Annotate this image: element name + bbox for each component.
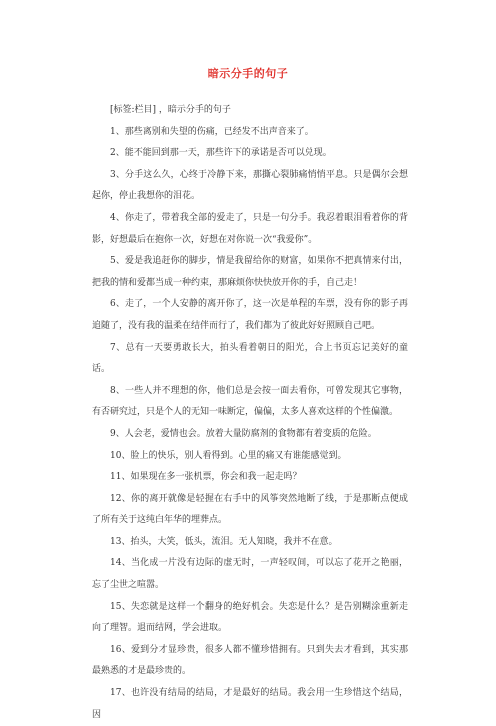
- paragraph-17: 17、也许没有结局的结局，才是最好的结局。我会用一生珍惜这个结局，因: [92, 688, 408, 720]
- paragraph-4: 4、你走了，带着我全部的爱走了，只是一句分手。我忍着眼泪看着你的背影，好想最后在抱你一次，好想在对你说一次“我爱你”。: [92, 212, 408, 245]
- paragraph-13: 13、抬头，大笑，低头，流泪。无人知晓，我并不在意。: [110, 536, 338, 547]
- paragraph-8: 8、一些人并不理想的你，他们总是会按一面去看你，可曾发现其它事物，有否研究过，只是个人的无知一味断定，偏偏，太多人喜欢这样的个性偏激。: [92, 385, 408, 418]
- paragraph-16: 16、爱到分才显珍贵，很多人都不懂珍惜拥有。只到失去才看到，其实那最熟悉的才是最珍贵的。: [92, 644, 408, 677]
- paragraph-7: 7、总有一天要勇敢长大，拍头看着朝日的阳光，合上书页忘记美好的童话。: [92, 342, 408, 375]
- paragraph-1: 1、那些离别和失望的伤痛，已经发不出声音来了。: [110, 126, 314, 137]
- document-title: 暗示分手的句子: [207, 67, 289, 80]
- paragraph-15: 15、失恋就是这样一个翻身的绝好机会。失恋是什么？是告别糊涂重新走向了理智。退而结网，学会进取。: [92, 601, 408, 634]
- document-body: [92, 100, 408, 726]
- paragraph-3: 3、分手这么久，心终于冷静下来，那撕心裂肺痛悄悄平息。只是偶尔会想起你，停止我想你的泪花。: [92, 169, 408, 202]
- paragraph-12: 12、你的离开就像是轻握在右手中的风筝突然地断了线，于是那断点便成了所有关于这纯白年华的埋葬点。: [92, 493, 408, 526]
- paragraph-11: 11、如果现在多一张机票，你会和我一起走吗？: [110, 472, 302, 483]
- paragraph-9: 9、人会老，爱情也会。放着大量防腐剂的食物都有着变质的危险。: [110, 428, 377, 439]
- paragraph-tags: [标签:栏目] ，暗示分手的句子: [110, 105, 231, 115]
- paragraph-2: 2、能不能回到那一天，那些许下的承诺是否可以兑现。: [110, 148, 332, 159]
- paragraph-10: 10、脸上的快乐，别人看得到。心里的痛又有谁能感觉到。: [110, 450, 347, 461]
- paragraph-14: 14、当化成一片没有边际的虚无时，一声轻叹间，可以忘了花开之艳丽，忘了尘世之喧嚣。: [92, 558, 408, 591]
- paragraph-6: 6、走了，一个人安静的离开你了，这一次是单程的车票，没有你的影子再追随了，没有我的温柔在结伴而行了，我们都为了彼此好好照顾自己吧。: [92, 299, 408, 331]
- paragraph-5: 5、爱是我追赶你的脚步，情是我留给你的财富，如果你不把真情来付出，把我的情和爱都当成一种约束，那麻烦你快快放开你的手，自己走！: [92, 256, 408, 288]
